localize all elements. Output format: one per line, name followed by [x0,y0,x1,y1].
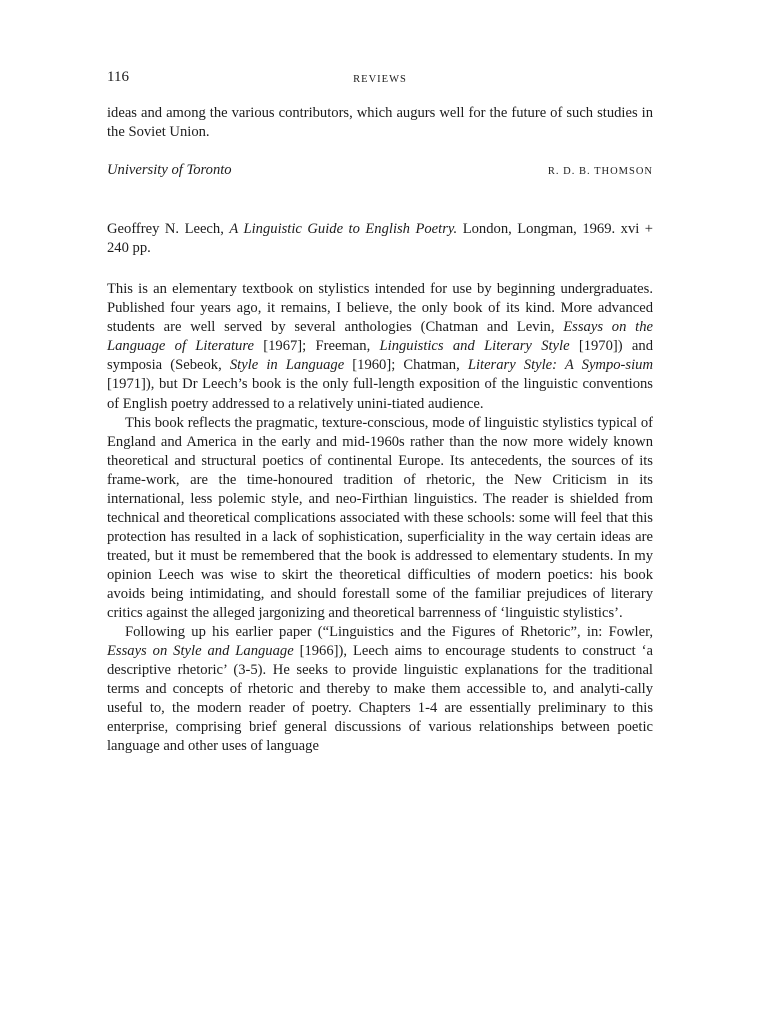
text-segment: [1970]) and symposia (Sebeok, [107,338,653,374]
page-number: 116 [107,69,129,85]
book-citation [107,220,653,258]
text-segment: This is an elementary textbook on stylistics intended for use by beginning undergraduates. Published four years ago, it remains, I believe, the only book of its kind. More advanced students are well served by several anthologies (Chatman and Levin, [107,281,653,336]
italic-title-segment: Essays on the Language of Literature [107,319,653,355]
italic-title-segment: Literary Style: A Sympo-sium [467,357,653,374]
text-segment: [1960]; Chatman, [344,357,468,374]
text-segment: [1971]), but Dr Leech’s book is the only full-length exposition of the linguistic conventions of English poetry addressed to a relatively unini-tiated audience. [107,376,653,412]
review-body [107,280,653,756]
previous-review-ending [107,104,653,142]
review-signature [107,161,653,181]
journal-page [107,68,653,756]
review-paragraph-1 [107,280,653,413]
book-publication: London, Longman, 1969. xvi + 240 pp. [107,221,654,257]
review-paragraph-3 [107,623,653,756]
text-segment: Following up his earlier paper (“Linguistics and the Figures of Rhetoric”, in: Fowler, [125,624,653,641]
italic-title-segment: Style in Language [229,357,345,374]
italic-title-segment: Linguistics and Literary Style [379,338,570,355]
carryover-paragraph: ideas and among the various contributors, which augurs well for the future of such studies in the Soviet Union. [107,105,653,141]
reviewer-affiliation: University of Toronto [107,162,232,179]
review-paragraph-2 [107,414,653,624]
reviewer-name: R. D. B. THOMSON [547,166,653,178]
text-segment: This book reflects the pragmatic, texture-conscious, mode of linguistic stylistics typical of England and America in the early and mid-1960s rather than the now more widely known theoretical and structural poetics of continental Europe. Its antecedents, the sources of its frame-work, are the time-honoured tradition of rhetoric, the New Criticism in its international, less polemic style, and neo-Firthian linguistics. The reader is shielded from technical and theoretical complications associated with these schools: some will feel that this protection has resulted in a lack of sophistication, superficiality in the way certain ideas are treated, but it must be remembered that the book is addressed to elementary students. In my opinion Leech was wise to skirt the theoretical difficulties of modern poetics: his book avoids being intimidating, and should forestall some of the familiar prejudices of literary critics against the alleged jargonizing and theoretical barrenness of ‘linguistic stylistics’. [107,414,653,622]
italic-title-segment: Essays on Style and Language [107,643,294,660]
running-head [107,68,653,88]
book-title: A Linguistic Guide to English Poetry. [229,221,458,238]
text-segment: [1966]), Leech aims to encourage students to construct ‘a descriptive rhetoric’ (3-5). He seeks to provide linguistic explanations for the traditional terms and concepts of rhetoric and thereby to make them accessible to, and analyti-cally useful to, the modern reader of poetry. Chapters 1-4 are essentially preliminary to this enterprise, comprising brief general discussions of various relationships between poetic language and other uses of language [107,643,653,755]
book-author: Geoffrey N. Leech, [107,221,224,238]
running-title: REVIEWS [353,74,407,85]
text-segment: [1967]; Freeman, [253,338,380,355]
